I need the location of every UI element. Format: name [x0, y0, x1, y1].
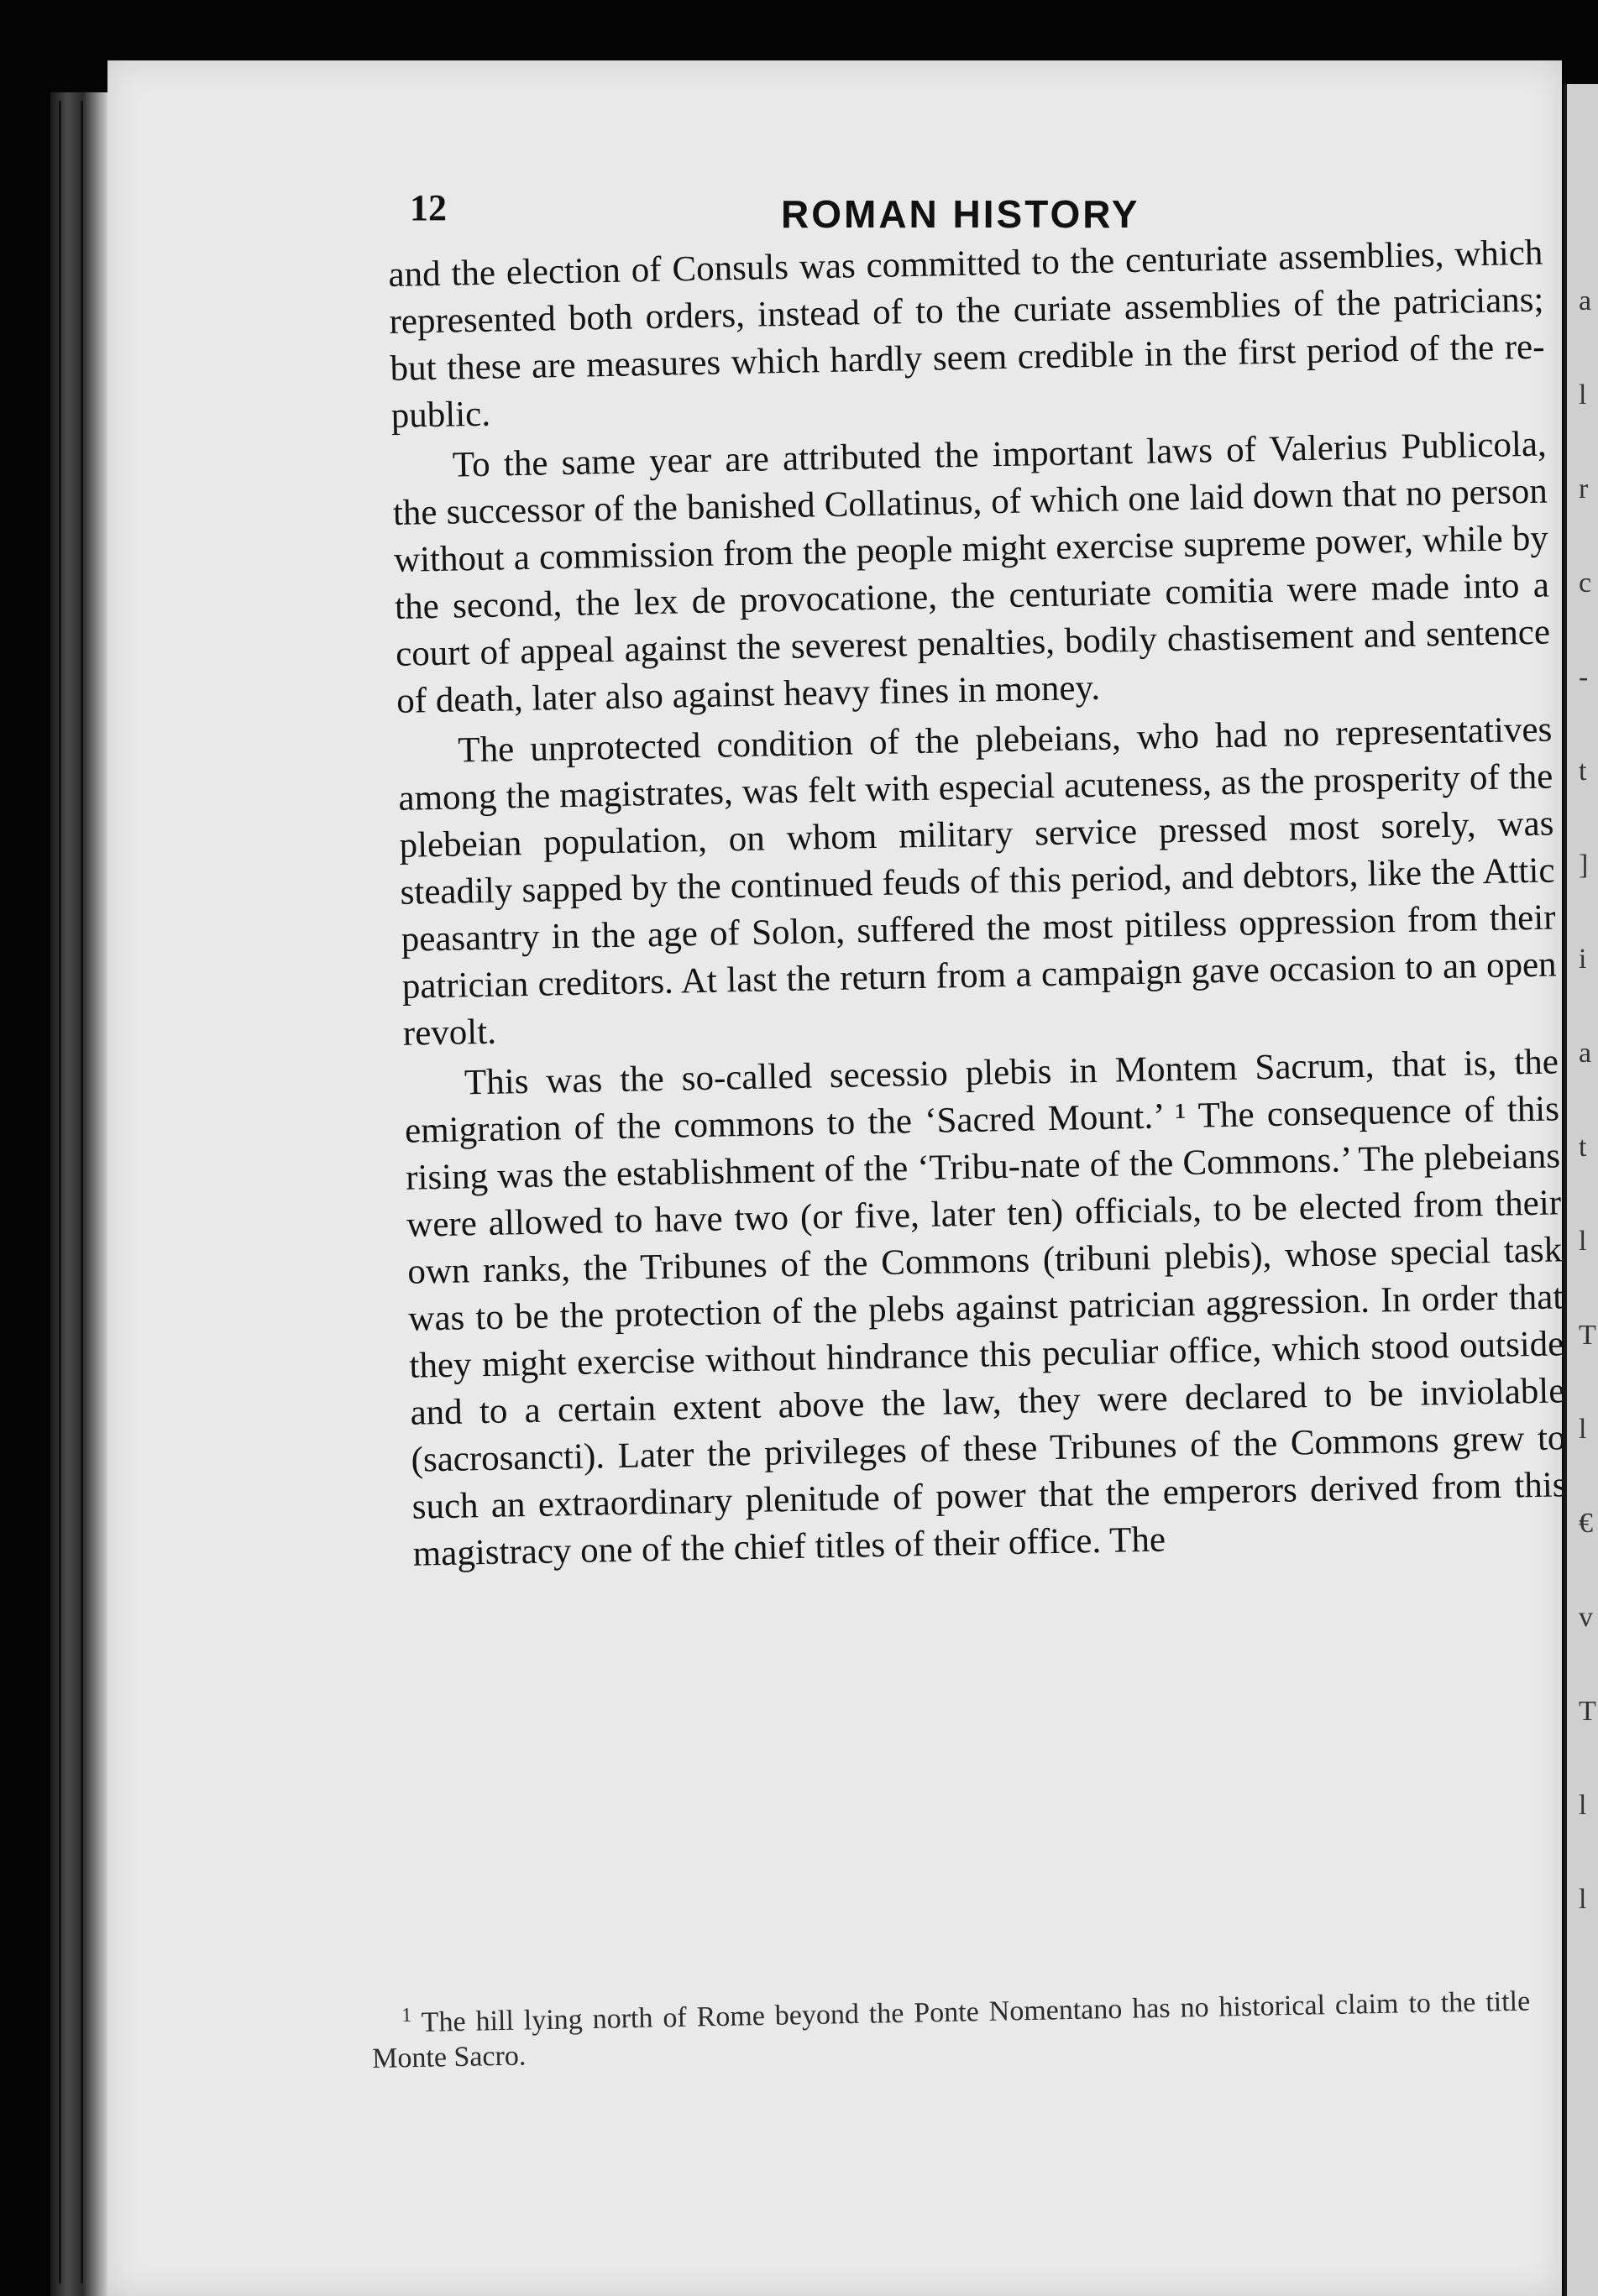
facing-page-glyph: a — [1579, 285, 1592, 316]
facing-page-glyph: a — [1579, 1038, 1592, 1069]
facing-page-glyph: l — [1579, 379, 1587, 411]
facing-page-edge — [1564, 84, 1598, 2296]
paragraph: The unprotected condition of the plebeians, who had no representatives among the magistrates, was felt with especial acuteness, as the prosperity of the plebeian population, on whom military service pressed most sorely, was steadily sapped by the continued feuds of this period, and debtors, like the Attic peasantry in the age of Solon, suffered the most pitiless oppression from their patrician creditors. At last the return from a campaign gave occasion to an open revolt. — [398, 709, 1558, 1054]
footnote-marker: 1 — [401, 2004, 412, 2027]
facing-page-glyph: t — [1579, 1132, 1587, 1163]
facing-page-glyph: c — [1579, 567, 1592, 599]
facing-page-glyph: ] — [1579, 850, 1589, 881]
running-title: ROMAN HISTORY — [781, 192, 1140, 236]
gutter-line — [59, 101, 61, 2283]
facing-page-glyph: € — [1579, 1508, 1593, 1539]
paragraph: and the election of Consuls was committed to the centuriate assemblies, which represented both orders, instead of to the curiate assemblies of the patricians; but these are measures which hardly seem credible in the first period of the re-public. — [388, 233, 1545, 436]
facing-page-glyph: - — [1579, 662, 1589, 693]
facing-page-glyph: r — [1579, 473, 1589, 505]
paragraph: This was the so-called secessio plebis in Montem Sacrum, that is, the emigration of the commons to the ‘Sacred Mount.’ ¹ The consequence of this rising was the establishment of the ‘Tribu-nate of the Commons.’ The plebeians were allowed to have two (or five, later ten) officials, to be elected from their own ranks, the Tribunes of the Commons (tribuni plebis), whose special task was to be the protection of the plebs against patrician aggression. In order that they might exercise without hindrance this peculiar office, which stood outside and to a certain extent above the law, they were declared to be inviolable (sacrosancti). Later the privileges of these Tribunes of the Commons grew to such an extraordinary plenitude of power that the emperors derived from this magistracy one of the chief titles of their office. The — [404, 1042, 1567, 1574]
page-header — [410, 186, 1535, 237]
facing-page-glyph: l — [1579, 1226, 1587, 1257]
body-text — [388, 230, 1568, 1578]
facing-page-glyph: t — [1579, 756, 1587, 787]
page-number: 12 — [410, 187, 447, 228]
footnote-body: The hill lying north of Rome beyond the Ponte Nomentano has no historical claim to the title Monte Sacro. — [371, 1985, 1531, 2074]
facing-page-glyph: l — [1579, 1884, 1587, 1915]
facing-page-glyph: l — [1579, 1790, 1587, 1821]
facing-page-glyph: i — [1579, 944, 1587, 975]
gutter-line — [81, 101, 83, 2283]
facing-page-glyph: T — [1579, 1696, 1596, 1727]
facing-page-glyph: v — [1579, 1602, 1593, 1633]
facing-page-glyph: T — [1579, 1320, 1596, 1351]
paragraph: To the same year are attributed the important laws of Valerius Publicola, the successor of the banished Collatinus, of which one laid down that no person without a commission from the people might exercise supreme power, while by the second, the lex de provocatione, the centuriate comitia were made into a court of appeal against the severest penalties, bodily chastisement and sentence of death, later also against heavy fines in money. — [392, 424, 1551, 721]
facing-page-glyph: l — [1579, 1414, 1587, 1445]
